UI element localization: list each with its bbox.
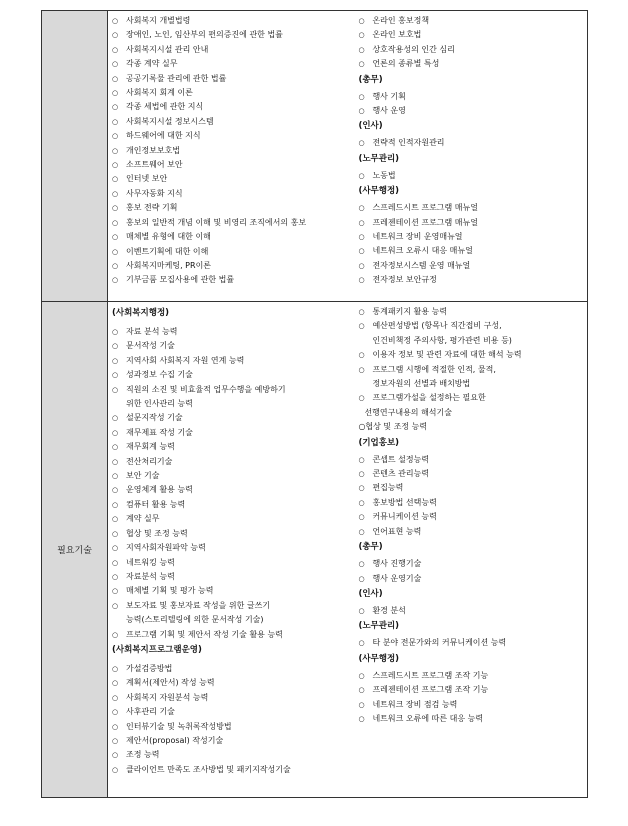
bullet-icon: ○: [358, 351, 365, 360]
bullet-icon: ○: [112, 189, 119, 198]
list-item-text: 통계패키지 활용 능력: [372, 307, 448, 316]
list-item: [112, 599, 358, 613]
bullet-icon: ○: [358, 322, 365, 331]
list-item: [112, 483, 358, 497]
list-item: [112, 187, 358, 201]
knowledge-left-column: [112, 14, 358, 288]
list-item-text: 자료분석 능력: [126, 571, 175, 581]
bullet-icon: ○: [112, 328, 119, 336]
list-item: [112, 325, 358, 339]
section-heading: (사회복지행정): [112, 308, 170, 318]
list-item: [112, 57, 358, 71]
section-heading: (총무): [358, 542, 383, 553]
bullet-icon: ○: [112, 500, 119, 509]
list-item: [112, 411, 358, 425]
list-item: [358, 28, 585, 42]
row-label-empty: [42, 11, 108, 302]
list-item-text: 사회복지시설 관리 안내: [126, 44, 209, 54]
list-item: [358, 525, 585, 539]
row-label-skills: [42, 302, 108, 798]
list-item-text: 조정 능력: [126, 750, 160, 760]
bullet-icon: ○: [358, 365, 365, 374]
negotiation-item: ○협상 및 조정 능력: [358, 422, 428, 432]
bullet-icon: ○: [112, 74, 119, 83]
list-item: [358, 636, 585, 650]
list-item-text: 소프트웨어 보안: [126, 160, 183, 170]
bullet-icon: ○: [112, 587, 119, 596]
bullet-icon: ○: [358, 107, 365, 116]
knowledge-row: [42, 11, 588, 302]
bullet-icon: ○: [112, 529, 119, 538]
list-item: [358, 244, 585, 258]
list-item-text: 이용자 정보 및 관련 자료에 대한 해석 능력: [372, 350, 522, 360]
list-item: [112, 556, 358, 570]
list-item-text: 지역사회자원파악 능력: [126, 543, 206, 553]
bullet-icon: ○: [112, 146, 119, 155]
list-item: [112, 245, 358, 259]
list-item-text: 상호작용성의 인간 심리: [372, 44, 455, 54]
list-item: [112, 720, 358, 734]
bullet-icon: ○: [112, 736, 119, 745]
list-item-text: 전산처리기술: [126, 456, 173, 466]
list-item-text: 네트워크 장비 운영매뉴얼: [372, 232, 463, 242]
list-item-text: 가설검증방법: [126, 663, 173, 673]
bullet-icon: ○: [112, 679, 119, 688]
list-item: [112, 43, 358, 57]
list-item: [112, 734, 358, 748]
list-item-text: 행사 진행기술: [372, 559, 422, 569]
skills-right-column: [358, 305, 585, 777]
bullet-icon: ○: [112, 31, 119, 40]
list-item-text: 사회복지 자원분석 능력: [126, 692, 209, 702]
section-heading: (인사): [358, 121, 383, 132]
list-item: [112, 426, 358, 440]
list-item-text: 전자정보 보안규정: [372, 275, 437, 285]
skills-row: [42, 302, 588, 798]
list-item-text: 행사 기획: [372, 91, 406, 101]
list-item-continuation: 인건비책정 주의사항, 평가관련 비용 등): [372, 335, 512, 345]
list-item-text: 콘셉트 설정능력: [372, 454, 430, 464]
list-item-continuation: 능력(스토리텔링에 의한 문서작성 기술): [126, 615, 264, 625]
list-item: [112, 115, 358, 129]
list-item: [112, 354, 358, 368]
list-item-text: 이벤트기획에 대한 이해: [126, 246, 209, 256]
list-item: [112, 584, 358, 598]
section-heading: (노무관리): [358, 153, 400, 164]
list-item-text: 사무자동화 지식: [126, 188, 183, 198]
list-item-text: 언어표현 능력: [372, 526, 422, 536]
list-item-text: 운영체계 활용 능력: [126, 485, 193, 495]
section-heading: (인사): [358, 588, 383, 599]
list-item-text: 사회복지시설 정보시스템: [126, 116, 214, 126]
list-item-text: 공공기록물 관리에 관한 법률: [126, 73, 227, 83]
list-item: [112, 498, 358, 512]
list-item-text: 문서작성 기술: [126, 341, 175, 351]
knowledge-right-column: [358, 14, 585, 288]
list-item-text: 전략적 인적자원관리: [372, 138, 445, 148]
list-item-text: 사회복지 개별법령: [126, 16, 191, 25]
bullet-icon: ○: [358, 714, 365, 723]
list-item: [112, 28, 358, 42]
list-item-text: 매체별 기획 및 평가 능력: [126, 586, 214, 596]
bullet-icon: ○: [112, 428, 119, 437]
bullet-icon: ○: [112, 558, 119, 567]
bullet-icon: ○: [112, 385, 119, 394]
bullet-icon: ○: [112, 17, 119, 25]
list-item: [358, 453, 585, 467]
list-item-text: 커뮤니케이션 능력: [372, 512, 437, 522]
list-item: [112, 72, 358, 86]
bullet-icon: ○: [358, 484, 365, 493]
list-item: [112, 259, 358, 273]
list-item: [112, 705, 358, 719]
bullet-icon: ○: [112, 60, 119, 69]
list-item-text: 자료 분석 능력: [126, 327, 178, 336]
list-item-text: 각종 계약 실무: [126, 59, 178, 69]
list-item-text: 네트워크 장비 점검 능력: [372, 699, 458, 709]
list-item: [112, 201, 358, 215]
bullet-icon: ○: [112, 708, 119, 717]
bullet-icon: ○: [358, 276, 365, 285]
bullet-icon: ○: [358, 31, 365, 40]
list-item-text: 프레젠테이션 프로그램 조작 기능: [372, 685, 489, 695]
list-item: [358, 481, 585, 495]
bullet-icon: ○: [112, 356, 119, 365]
bullet-icon: ○: [358, 560, 365, 569]
list-item-text: 홍보 전략 기획: [126, 203, 178, 213]
bullet-icon: ○: [112, 175, 119, 184]
list-item: [112, 14, 358, 28]
list-item: [358, 43, 585, 57]
knowledge-content: [108, 11, 588, 302]
bullet-icon: ○: [112, 751, 119, 760]
list-item-text: 재무제표 작성 기술: [126, 427, 193, 437]
list-item-text: 프레젠테이션 프로그램 매뉴얼: [372, 217, 478, 227]
bullet-icon: ○: [358, 470, 365, 479]
section-heading: (사회복지프로그램운영): [112, 644, 202, 655]
list-item-text: 프로그램 시행에 적절한 인적, 물적,: [372, 364, 496, 374]
list-item: [358, 90, 585, 104]
section-heading: (노무관리): [358, 621, 400, 632]
bullet-icon: ○: [112, 132, 119, 141]
bullet-icon: ○: [112, 515, 119, 524]
bullet-icon: ○: [358, 45, 365, 54]
list-item-continuation: 선행연구내용의 해석기술: [364, 407, 452, 417]
list-item: [112, 129, 358, 143]
bullet-icon: ○: [112, 45, 119, 54]
list-item-text: 설문지작성 기술: [126, 413, 183, 423]
list-item: [358, 169, 585, 183]
list-item: [358, 319, 585, 333]
bullet-icon: ○: [112, 664, 119, 673]
list-item: [358, 683, 585, 697]
bullet-icon: ○: [358, 455, 365, 464]
list-item-text: 스프레드시트 프로그램 매뉴얼: [372, 203, 478, 213]
list-item-text: 성과정보 수집 기술: [126, 370, 193, 380]
list-item-text: 직원의 소진 및 비효율적 업무수행을 예방하기: [126, 384, 286, 394]
list-item: [358, 712, 585, 726]
bullet-icon: ○: [112, 722, 119, 731]
list-item: [112, 273, 358, 287]
list-item-text: 인터넷 보안: [126, 174, 168, 184]
bullet-icon: ○: [112, 89, 119, 98]
bullet-icon: ○: [112, 414, 119, 423]
list-item-text: 환경 분석: [372, 605, 406, 615]
list-item: [112, 527, 358, 541]
list-item: [112, 628, 358, 642]
list-item-text: 각종 세법에 관한 지식: [126, 102, 204, 112]
bullet-icon: ○: [112, 765, 119, 774]
list-item: [112, 339, 358, 353]
list-item-text: 온라인 보호법: [372, 30, 422, 40]
skills-left-column: [112, 305, 358, 777]
section-heading: (총무): [358, 74, 383, 85]
list-item-continuation: 정보자원의 선별과 배치방법: [372, 379, 471, 389]
bullet-icon: ○: [112, 218, 119, 227]
bullet-icon: ○: [358, 204, 365, 213]
list-item-text: 매체별 유형에 대한 이해: [126, 232, 211, 242]
list-item: [112, 172, 358, 186]
bullet-icon: ○: [358, 171, 365, 180]
bullet-icon: ○: [112, 161, 119, 170]
bullet-icon: ○: [358, 60, 365, 69]
list-item: [112, 368, 358, 382]
list-item-text: 프로그램 기획 및 제안서 작성 기술 활용 능력: [126, 629, 283, 639]
list-item: [358, 604, 585, 618]
list-item-text: 홍보의 일반적 개념 이해 및 비영리 조직에서의 홍보: [126, 217, 307, 227]
list-item: [358, 669, 585, 683]
skills-content: [108, 302, 588, 798]
bullet-icon: ○: [358, 261, 365, 270]
list-item-text: 컴퓨터 활용 능력: [126, 499, 186, 509]
list-item: [358, 104, 585, 118]
list-item-text: 프로그램가설을 설정하는 필요한: [372, 393, 486, 403]
bullet-icon: ○: [112, 117, 119, 126]
list-item-text: 협상 및 조정 능력: [126, 528, 188, 538]
bullet-icon: ○: [112, 233, 119, 242]
list-item-text: 네트워크 오류시 대응 매뉴얼: [372, 246, 473, 256]
list-item-text: 행사 운영기술: [372, 573, 422, 583]
list-item: [112, 570, 358, 584]
list-item-text: 네트워킹 능력: [126, 557, 175, 567]
list-item-text: 재무회계 능력: [126, 442, 175, 452]
list-item-text: 네트워크 오류에 따른 대응 능력: [372, 713, 484, 723]
list-item-text: 보안 기술: [126, 471, 160, 481]
list-item-text: 전자정보시스템 운영 매뉴얼: [372, 260, 471, 270]
list-item-text: 개인정보보호법: [126, 145, 181, 155]
list-item: [112, 144, 358, 158]
list-item: [358, 305, 585, 319]
list-item-text: 지역사회 사회복지 자원 연계 능력: [126, 355, 245, 365]
bullet-icon: ○: [112, 601, 119, 610]
list-item: [358, 57, 585, 71]
list-item: [358, 14, 585, 28]
bullet-icon: ○: [358, 686, 365, 695]
list-item: [358, 216, 585, 230]
list-item: [112, 230, 358, 244]
list-item: [112, 100, 358, 114]
list-item-text: 보도자료 및 홍보자료 작성을 위한 글쓰기: [126, 600, 271, 610]
list-item-text: 인터뷰기술 및 녹취록작성방법: [126, 721, 232, 731]
list-item: [358, 391, 585, 405]
bullet-icon: ○: [358, 606, 365, 615]
bullet-icon: ○: [358, 218, 365, 227]
list-item: [112, 158, 358, 172]
list-item-text: 사회복지 회계 이론: [126, 88, 193, 98]
list-item-text: 사회복지마케팅, PR이론: [126, 260, 212, 270]
bullet-icon: ○: [112, 103, 119, 112]
bullet-icon: ○: [112, 472, 119, 481]
list-item: [358, 557, 585, 571]
list-item-text: 기부금품 모집사용에 관한 법률: [126, 275, 235, 285]
list-item-text: 계약 실무: [126, 514, 160, 524]
list-item-text: 타 분야 전문가와의 커뮤니케이션 능력: [372, 638, 507, 648]
bullet-icon: ○: [112, 261, 119, 270]
list-item: [112, 512, 358, 526]
list-item-text: 홍보방법 선택능력: [372, 497, 437, 507]
list-item-text: 온라인 홍보정책: [372, 16, 430, 25]
list-item-text: 계획서(제안서) 작성 능력: [126, 678, 215, 688]
list-item: [112, 691, 358, 705]
list-item: [112, 455, 358, 469]
bullet-icon: ○: [358, 700, 365, 709]
bullet-icon: ○: [358, 574, 365, 583]
list-item: [358, 259, 585, 273]
bullet-icon: ○: [358, 308, 365, 316]
bullet-icon: ○: [112, 342, 119, 351]
list-item-text: 노동법: [372, 170, 396, 180]
list-item-text: 예산편성방법 (항목나 직간접비 구성,: [372, 321, 502, 331]
bullet-icon: ○: [112, 486, 119, 495]
competency-table: [41, 10, 588, 798]
bullet-icon: ○: [358, 513, 365, 522]
bullet-icon: ○: [358, 394, 365, 403]
list-item: [358, 273, 585, 287]
list-item: [358, 363, 585, 377]
list-item-text: 콘텐츠 관리능력: [372, 469, 430, 479]
list-item: [112, 748, 358, 762]
bullet-icon: ○: [358, 527, 365, 536]
list-item: [358, 467, 585, 481]
section-heading: (기업홍보): [358, 437, 400, 448]
bullet-icon: ○: [112, 572, 119, 581]
list-item: [112, 662, 358, 676]
bullet-icon: ○: [358, 639, 365, 648]
list-item: [358, 572, 585, 586]
list-item: [358, 201, 585, 215]
list-item: [112, 86, 358, 100]
bullet-icon: ○: [358, 498, 365, 507]
list-item-text: 언론의 종류별 특성: [372, 59, 440, 69]
bullet-icon: ○: [358, 17, 365, 25]
list-item: [112, 676, 358, 690]
bullet-icon: ○: [358, 247, 365, 256]
list-item: [358, 698, 585, 712]
list-item-continuation: 위한 인사관리 능력: [126, 399, 193, 409]
bullet-icon: ○: [112, 371, 119, 380]
list-item-text: 클라이언트 만족도 조사방법 및 패키지작성기술: [126, 764, 291, 774]
bullet-icon: ○: [112, 204, 119, 213]
list-item-text: 스프레드시트 프로그램 조작 기능: [372, 670, 489, 680]
bullet-icon: ○: [112, 544, 119, 553]
list-item: [112, 763, 358, 777]
list-item: [358, 230, 585, 244]
bullet-icon: ○: [358, 671, 365, 680]
list-item: [358, 136, 585, 150]
section-heading: (사무행정): [358, 653, 400, 664]
list-item: [112, 469, 358, 483]
list-item-text: 사후관리 기술: [126, 707, 175, 717]
list-item: [112, 440, 358, 454]
row-label: 필요기술: [57, 546, 92, 556]
bullet-icon: ○: [112, 247, 119, 256]
bullet-icon: ○: [112, 693, 119, 702]
list-item-text: 하드웨어에 대한 지식: [126, 131, 201, 141]
bullet-icon: ○: [112, 457, 119, 466]
list-item: [112, 216, 358, 230]
bullet-icon: ○: [358, 139, 365, 148]
bullet-icon: ○: [112, 630, 119, 639]
list-item-text: 행사 운영: [372, 106, 406, 116]
list-item: [112, 383, 358, 397]
list-item: [358, 348, 585, 362]
list-item-text: 편집능력: [372, 483, 404, 493]
list-item-text: 제안서(proposal) 작성기술: [126, 735, 224, 745]
list-item: [358, 510, 585, 524]
list-item: [358, 496, 585, 510]
bullet-icon: ○: [358, 233, 365, 242]
list-item: [112, 541, 358, 555]
section-heading: (사무행정): [358, 186, 400, 197]
bullet-icon: ○: [358, 92, 365, 101]
bullet-icon: ○: [112, 276, 119, 285]
list-item-text: 장애인, 노인, 임산부의 편의증진에 관한 법률: [126, 30, 283, 40]
bullet-icon: ○: [112, 443, 119, 452]
